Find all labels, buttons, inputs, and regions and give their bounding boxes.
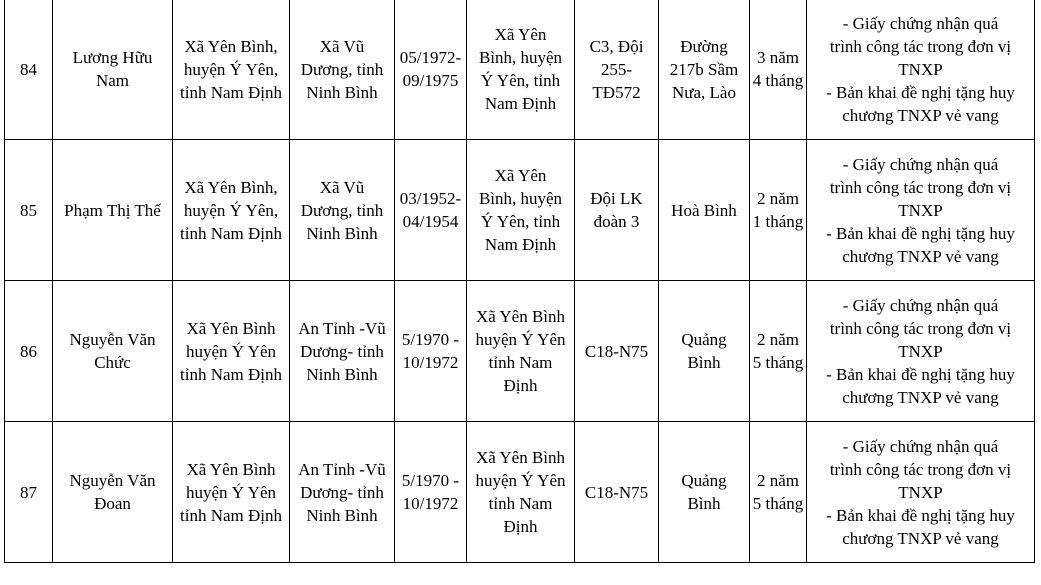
document-item: - Bản khai đề nghị tặng huy chương TNXP vẻ vang bbox=[826, 223, 1015, 266]
service-period: 5/1970 - 10/1972 bbox=[395, 422, 467, 563]
full-name: Nguyễn Văn Chức bbox=[53, 281, 173, 422]
service-location: Quảng Bình bbox=[659, 281, 750, 422]
unit: Đội LK đoàn 3 bbox=[575, 140, 659, 281]
hometown: Xã Yên Bình huyện Ý Yên tỉnh Nam Định bbox=[173, 281, 290, 422]
unit: C3, Đội 255- TĐ572 bbox=[575, 0, 659, 140]
records-table bbox=[4, 0, 1035, 563]
table-row bbox=[5, 140, 1035, 281]
row-number: 86 bbox=[5, 281, 53, 422]
service-period: 03/1952- 04/1954 bbox=[395, 140, 467, 281]
service-duration: 2 năm 5 tháng bbox=[750, 281, 807, 422]
unit: C18-N75 bbox=[575, 422, 659, 563]
document-item: - Giấy chứng nhận quá trình công tác trong đơn vị TNXP bbox=[829, 13, 1012, 79]
current-address: Xã Yên Bình, huyện Ý Yên, tỉnh Nam Định bbox=[467, 140, 575, 281]
row-number: 87 bbox=[5, 422, 53, 563]
documents bbox=[807, 0, 1035, 140]
document-item: - Giấy chứng nhận quá trình công tác trong đơn vị TNXP bbox=[829, 295, 1012, 361]
service-duration: 3 năm 4 tháng bbox=[750, 0, 807, 140]
current-address: Xã Yên Bình huyện Ý Yên tỉnh Nam Định bbox=[467, 281, 575, 422]
document-item: - Bản khai đề nghị tặng huy chương TNXP vẻ vang bbox=[826, 505, 1015, 548]
service-location: Quảng Bình bbox=[659, 422, 750, 563]
hometown: Xã Yên Bình, huyện Ý Yên, tỉnh Nam Định bbox=[173, 0, 290, 140]
document-item: - Giấy chứng nhận quá trình công tác trong đơn vị TNXP bbox=[829, 154, 1012, 220]
document-item: - Giấy chứng nhận quá trình công tác trong đơn vị TNXP bbox=[829, 436, 1012, 502]
full-name: Phạm Thị Thế bbox=[53, 140, 173, 281]
service-location: Hoà Bình bbox=[659, 140, 750, 281]
residence: Xã Vũ Dương, tỉnh Ninh Bình bbox=[290, 140, 395, 281]
table-row bbox=[5, 281, 1035, 422]
residence: Xã Vũ Dương, tỉnh Ninh Bình bbox=[290, 0, 395, 140]
document-item: - Bản khai đề nghị tặng huy chương TNXP vẻ vang bbox=[826, 364, 1015, 407]
table-row bbox=[5, 0, 1035, 140]
documents bbox=[807, 422, 1035, 563]
row-number: 84 bbox=[5, 0, 53, 140]
documents bbox=[807, 140, 1035, 281]
residence: An Tỉnh -Vũ Dương- tỉnh Ninh Bình bbox=[290, 281, 395, 422]
service-location: Đường 217b Sầm Nưa, Lào bbox=[659, 0, 750, 140]
hometown: Xã Yên Bình, huyện Ý Yên, tỉnh Nam Định bbox=[173, 140, 290, 281]
residence: An Tỉnh -Vũ Dương- tỉnh Ninh Bình bbox=[290, 422, 395, 563]
document-item: - Bản khai đề nghị tặng huy chương TNXP vẻ vang bbox=[826, 82, 1015, 125]
unit: C18-N75 bbox=[575, 281, 659, 422]
service-period: 5/1970 - 10/1972 bbox=[395, 281, 467, 422]
row-number: 85 bbox=[5, 140, 53, 281]
service-duration: 2 năm 1 tháng bbox=[750, 140, 807, 281]
full-name: Nguyễn Văn Đoan bbox=[53, 422, 173, 563]
service-period: 05/1972- 09/1975 bbox=[395, 0, 467, 140]
full-name: Lương Hữu Nam bbox=[53, 0, 173, 140]
current-address: Xã Yên Bình huyện Ý Yên tỉnh Nam Định bbox=[467, 422, 575, 563]
table-row bbox=[5, 422, 1035, 563]
current-address: Xã Yên Bình, huyện Ý Yên, tỉnh Nam Định bbox=[467, 0, 575, 140]
documents bbox=[807, 281, 1035, 422]
hometown: Xã Yên Bình huyện Ý Yên tỉnh Nam Định bbox=[173, 422, 290, 563]
service-duration: 2 năm 5 tháng bbox=[750, 422, 807, 563]
